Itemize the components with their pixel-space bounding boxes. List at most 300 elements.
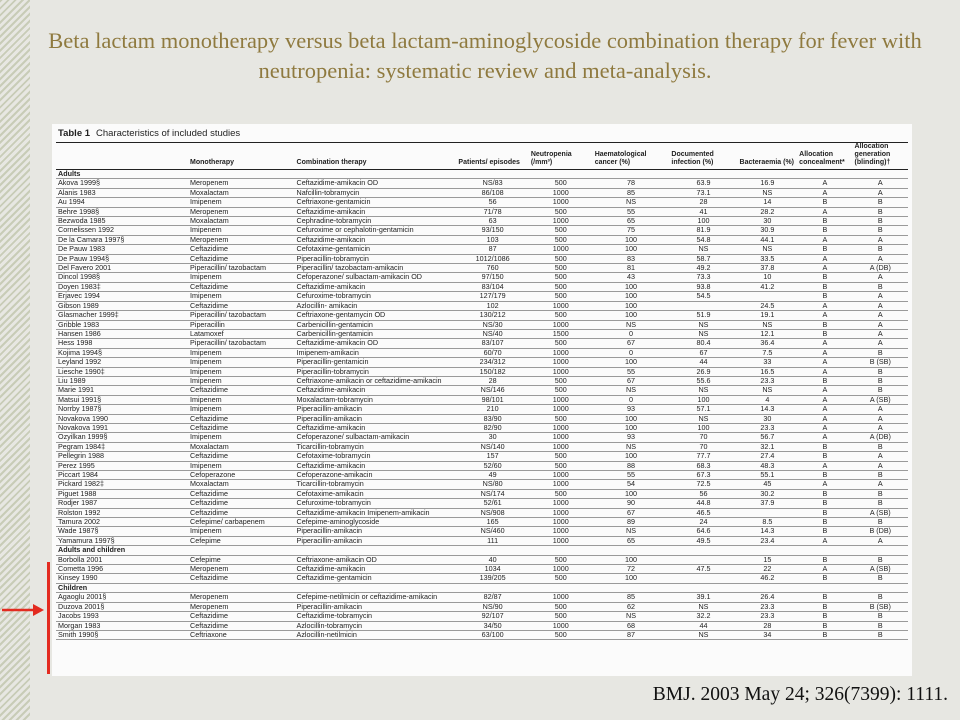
table-cell: 93/150 xyxy=(456,226,528,235)
table-cell: 81 xyxy=(593,264,670,273)
table-cell: De la Camara 1997§ xyxy=(56,235,188,244)
table-cell: Hess 1998 xyxy=(56,339,188,348)
table-cell: B xyxy=(797,612,852,621)
table-row xyxy=(56,630,908,639)
table-cell: 23.3 xyxy=(738,376,798,385)
table-cell: A xyxy=(797,264,852,273)
table-row xyxy=(56,348,908,357)
table-cell: Behre 1998§ xyxy=(56,207,188,216)
table-cell: A xyxy=(797,188,852,197)
table-cell: 1500 xyxy=(529,329,593,338)
table-row xyxy=(56,339,908,348)
table-cell: 500 xyxy=(529,376,593,385)
table-cell: 93 xyxy=(593,433,670,442)
table-cell: 93.8 xyxy=(669,282,737,291)
table-cell: A xyxy=(853,461,908,470)
table-cell: 49 xyxy=(456,471,528,480)
table-cell: Ceftazidime-amikacin Imipenem-amikacin xyxy=(295,508,457,517)
table-cell: 100 xyxy=(593,414,670,423)
table-cell: B xyxy=(853,282,908,291)
table-cell: 30 xyxy=(456,433,528,442)
table-row xyxy=(56,282,908,291)
table-cell: NS/908 xyxy=(456,508,528,517)
table-cell: 85 xyxy=(593,188,670,197)
table-cell: Cefotaxime-amikacin xyxy=(295,489,457,498)
table-cell: 500 xyxy=(529,630,593,639)
table-cell: B xyxy=(797,226,852,235)
studies-table xyxy=(56,142,908,640)
table-row xyxy=(56,471,908,480)
table-cell: 30.9 xyxy=(738,226,798,235)
table-cell: 52/61 xyxy=(456,499,528,508)
table-cell: 500 xyxy=(529,282,593,291)
table-cell: Carbenicillin-gentamicin xyxy=(295,329,457,338)
table-row xyxy=(56,508,908,517)
table-cell: B xyxy=(797,292,852,301)
table-cell: 41.2 xyxy=(738,282,798,291)
table-cell: 1000 xyxy=(529,188,593,197)
table-cell: 15 xyxy=(738,555,798,564)
table-cell: 44.8 xyxy=(669,499,737,508)
table-cell: Imipenem xyxy=(188,226,295,235)
table-cell: 14.3 xyxy=(738,527,798,536)
table-cell: 68.3 xyxy=(669,461,737,470)
table-cell: Novakova 1990 xyxy=(56,414,188,423)
table-cell: 48.3 xyxy=(738,461,798,470)
table-cell: 70 xyxy=(669,433,737,442)
table-cell: Cefotaxime-gentamicin xyxy=(295,245,457,254)
table-cell: 23.4 xyxy=(738,536,798,545)
table-cell: Pegram 1984‡ xyxy=(56,442,188,451)
table-cell: Latamoxef xyxy=(188,329,295,338)
table-cell: Liesche 1990‡ xyxy=(56,367,188,376)
table-cell: B xyxy=(797,273,852,282)
table-cell: 100 xyxy=(593,555,670,564)
table-cell: 67 xyxy=(593,508,670,517)
table-cell: 45 xyxy=(738,480,798,489)
table-cell: 55 xyxy=(593,207,670,216)
table-cell: Meropenem xyxy=(188,593,295,602)
table-cell: Moxalactam xyxy=(188,442,295,451)
table-cell: A xyxy=(853,423,908,432)
table-cell: 37.9 xyxy=(738,499,798,508)
table-cell: Imipenem-amikacin xyxy=(295,348,457,357)
slide-title: Beta lactam monotherapy versus beta lactam-aminoglycoside combination therapy for fever with neutropenia: systematic review and meta-analysis. xyxy=(48,28,922,83)
column-header: Neutropenia (/mm³) xyxy=(529,143,593,170)
table-cell: 100 xyxy=(593,292,670,301)
table-cell: 83/104 xyxy=(456,282,528,291)
table-cell: 1000 xyxy=(529,405,593,414)
highlight-bar xyxy=(47,562,50,674)
table-cell: 1000 xyxy=(529,348,593,357)
table-cell: 111 xyxy=(456,536,528,545)
table-cell: 26.9 xyxy=(669,367,737,376)
table-cell: Tamura 2002 xyxy=(56,518,188,527)
table-row xyxy=(56,226,908,235)
table-cell: 56.7 xyxy=(738,433,798,442)
table-cell: 33 xyxy=(738,358,798,367)
table-cell: NS xyxy=(593,612,670,621)
table-cell: Piperacillin-amikacin xyxy=(295,602,457,611)
table-cell: A xyxy=(853,301,908,310)
table-cell: Imipenem xyxy=(188,358,295,367)
table-row xyxy=(56,254,908,263)
table-cell: Cefoperazone/ sulbactam-amikacin OD xyxy=(295,273,457,282)
column-header: Monotherapy xyxy=(188,143,295,170)
table-cell: Moxalactam xyxy=(188,217,295,226)
table-cell: Hansen 1986 xyxy=(56,329,188,338)
table-cell: Moxalactam xyxy=(188,480,295,489)
table-cell: Ceftazidime xyxy=(188,245,295,254)
table-cell: 28 xyxy=(738,621,798,630)
table-cell: 32.1 xyxy=(738,442,798,451)
table-cell: 81.9 xyxy=(669,226,737,235)
table-cell: 55 xyxy=(593,471,670,480)
table-cell: B xyxy=(853,198,908,207)
table-cell: Piperacillin-tobramycin xyxy=(295,367,457,376)
table-cell: A xyxy=(797,405,852,414)
table-cell: NS/83 xyxy=(456,179,528,188)
table-cell: 34 xyxy=(738,630,798,639)
table-cell: A xyxy=(853,235,908,244)
table-cell: 67 xyxy=(593,376,670,385)
table-cell: Ozyilkan 1999§ xyxy=(56,433,188,442)
table-cell: 12.1 xyxy=(738,329,798,338)
table-cell: Cefepime-netilmicin or ceftazidime-amikacin xyxy=(295,593,457,602)
table-cell: 1000 xyxy=(529,471,593,480)
table-cell: Glasmacher 1999‡ xyxy=(56,311,188,320)
table-cell: Ceftazidime xyxy=(188,254,295,263)
table-cell: Marie 1991 xyxy=(56,386,188,395)
table-row xyxy=(56,264,908,273)
table-cell: 23.3 xyxy=(738,602,798,611)
table-cell: Ceftazidime-amikacin xyxy=(295,565,457,574)
table-cell: 32.2 xyxy=(669,612,737,621)
table-row xyxy=(56,593,908,602)
table-cell: Ceftazidime xyxy=(188,489,295,498)
table-row xyxy=(56,179,908,188)
table-row xyxy=(56,188,908,197)
table-cell: Agaoglu 2001§ xyxy=(56,593,188,602)
table-cell: Duzova 2001§ xyxy=(56,602,188,611)
table-cell: 63.9 xyxy=(669,179,737,188)
table-cell: Smith 1990§ xyxy=(56,630,188,639)
table-cell: 65 xyxy=(593,536,670,545)
table-cell: A xyxy=(797,433,852,442)
table-cell: Ceftazidime xyxy=(188,423,295,432)
table-cell: Ceftazidime xyxy=(188,386,295,395)
table-cell: 90 xyxy=(593,499,670,508)
table-cell: Piperacillin xyxy=(188,320,295,329)
table-cell: Gibson 1989 xyxy=(56,301,188,310)
table-cell: Ceftazidime xyxy=(188,499,295,508)
table-cell: NS xyxy=(593,386,670,395)
table-caption-text: Characteristics of included studies xyxy=(96,128,241,139)
table-cell: B xyxy=(797,320,852,329)
table-cell: 30.2 xyxy=(738,489,798,498)
table-cell: Cefoperazone-amikacin xyxy=(295,471,457,480)
table-cell: 83 xyxy=(593,254,670,263)
table-cell: 55.6 xyxy=(669,376,737,385)
table-cell: 500 xyxy=(529,179,593,188)
table-cell: 58.7 xyxy=(669,254,737,263)
table-cell: 500 xyxy=(529,273,593,282)
table-cell: 127/179 xyxy=(456,292,528,301)
table-cell: Ceftazidime xyxy=(188,621,295,630)
table-cell: Imipenem xyxy=(188,367,295,376)
table-row xyxy=(56,273,908,282)
table-cell: 500 xyxy=(529,555,593,564)
table-cell: 500 xyxy=(529,414,593,423)
table-cell: 8.5 xyxy=(738,518,798,527)
table-cell xyxy=(669,555,737,564)
table-row xyxy=(56,574,908,583)
table-cell: NS/90 xyxy=(456,602,528,611)
table-cell: A xyxy=(853,405,908,414)
table-cell: Moxalactam-tobramycin xyxy=(295,395,457,404)
table-cell: Akova 1999§ xyxy=(56,179,188,188)
table-cell: Perez 1995 xyxy=(56,461,188,470)
table-cell: Ceftazidime-amikacin xyxy=(295,423,457,432)
table-cell: Cefepime-aminoglycoside xyxy=(295,518,457,527)
table-cell: Piperacillin/ tazobactam xyxy=(188,339,295,348)
table-cell: 100 xyxy=(593,245,670,254)
table-cell: NS xyxy=(593,320,670,329)
table-cell: B xyxy=(853,593,908,602)
table-cell: A xyxy=(853,329,908,338)
table-cell: A xyxy=(853,339,908,348)
table-cell: 14 xyxy=(738,198,798,207)
table-cell: A xyxy=(797,254,852,263)
table-cell: Piccart 1984 xyxy=(56,471,188,480)
section-label: Adults and children xyxy=(56,546,908,555)
table-cell: Piperacillin-amikacin xyxy=(295,414,457,423)
table-cell: 23.3 xyxy=(738,423,798,432)
table-cell: B xyxy=(797,282,852,291)
table-cell: Matsui 1991§ xyxy=(56,395,188,404)
table-cell: NS/80 xyxy=(456,480,528,489)
table-cell: 100 xyxy=(593,452,670,461)
table-cell: 44 xyxy=(669,358,737,367)
table-cell: Wade 1987§ xyxy=(56,527,188,536)
table-cell: 234/312 xyxy=(456,358,528,367)
table-cell: 80.4 xyxy=(669,339,737,348)
table-cell: 55.1 xyxy=(738,471,798,480)
table-cell: Meropenem xyxy=(188,235,295,244)
table-cell: 28 xyxy=(669,198,737,207)
table-cell: 44 xyxy=(669,621,737,630)
table-cell: 72 xyxy=(593,565,670,574)
table-cell: 88 xyxy=(593,461,670,470)
table-cell: 760 xyxy=(456,264,528,273)
table-cell: Ceftazidime-amikacin OD xyxy=(295,179,457,188)
table-cell: NS xyxy=(669,386,737,395)
table-cell: 37.8 xyxy=(738,264,798,273)
table-cell: 67 xyxy=(593,339,670,348)
table-row xyxy=(56,518,908,527)
table-cell: Del Favero 2001 xyxy=(56,264,188,273)
table-cell xyxy=(669,574,737,583)
table-cell: Cefuroxime-tobramycin xyxy=(295,499,457,508)
table-cell: B xyxy=(797,217,852,226)
table-row xyxy=(56,292,908,301)
table-cell: A xyxy=(797,565,852,574)
table-cell: NS/40 xyxy=(456,329,528,338)
table-cell: 27.4 xyxy=(738,452,798,461)
table-cell: A xyxy=(797,179,852,188)
table-cell: Ceftazidime xyxy=(188,414,295,423)
table-cell: 67 xyxy=(669,348,737,357)
table-cell: 7.5 xyxy=(738,348,798,357)
table-row xyxy=(56,565,908,574)
table-cell: 52/60 xyxy=(456,461,528,470)
table-cell: B xyxy=(797,499,852,508)
table-cell: A xyxy=(797,358,852,367)
table-cell: 64.6 xyxy=(669,527,737,536)
table-cell: B xyxy=(853,217,908,226)
table-cell: 0 xyxy=(593,329,670,338)
table-row xyxy=(56,395,908,404)
table-cell: Meropenem xyxy=(188,602,295,611)
table-cell: Imipenem xyxy=(188,461,295,470)
table-cell: NS xyxy=(738,188,798,197)
column-header: Allocation generation (blinding)† xyxy=(853,143,908,170)
table-cell: 77.7 xyxy=(669,452,737,461)
table-cell: 68 xyxy=(593,621,670,630)
table-row xyxy=(56,433,908,442)
table-cell: Imipenem xyxy=(188,198,295,207)
column-header: Haematological cancer (%) xyxy=(593,143,670,170)
table-cell: 28 xyxy=(456,376,528,385)
table-cell: Azlocillin-netilmicin xyxy=(295,630,457,639)
table-cell: Ceftazidime-gentamicin xyxy=(295,574,457,583)
table-cell: 500 xyxy=(529,264,593,273)
table-cell: B xyxy=(797,621,852,630)
table-cell: A (SB) xyxy=(853,508,908,517)
table-cell: B xyxy=(853,376,908,385)
table-cell: B xyxy=(853,574,908,583)
table-cell: B xyxy=(797,329,852,338)
table-cell: Kinsey 1990 xyxy=(56,574,188,583)
table-cell: A xyxy=(797,386,852,395)
table-cell: Novakova 1991 xyxy=(56,423,188,432)
citation: BMJ. 2003 May 24; 326(7399): 1111. xyxy=(652,684,948,705)
table-cell: A xyxy=(853,273,908,282)
table-cell: 100 xyxy=(593,282,670,291)
table-cell: 500 xyxy=(529,602,593,611)
table-cell: Imipenem xyxy=(188,348,295,357)
table-cell: B (SB) xyxy=(853,358,908,367)
table-cell: 89 xyxy=(593,518,670,527)
table-cell: Rodjer 1987 xyxy=(56,499,188,508)
table-cell: Cefotaxime-tobramycin xyxy=(295,452,457,461)
table-cell: Ceftazidime-amikacin xyxy=(295,282,457,291)
table-cell: 78 xyxy=(593,179,670,188)
table-row xyxy=(56,442,908,451)
table-cell: Piperacillin-amikacin xyxy=(295,405,457,414)
table-cell: Cefepime xyxy=(188,555,295,564)
table-cell: Erjavec 1994 xyxy=(56,292,188,301)
table-cell: Leyland 1992 xyxy=(56,358,188,367)
table-row xyxy=(56,198,908,207)
table-cell: Ceftriaxone-amikacin OD xyxy=(295,555,457,564)
table-cell: Ceftazidime xyxy=(188,452,295,461)
table-cell: NS xyxy=(593,198,670,207)
table-cell: Alanis 1983 xyxy=(56,188,188,197)
table-cell: A xyxy=(853,254,908,263)
table-cell: NS/140 xyxy=(456,442,528,451)
table-row xyxy=(56,621,908,630)
table-cell: 83/107 xyxy=(456,339,528,348)
table-cell: Ceftriaxone-gentamicin xyxy=(295,198,457,207)
table-cell: 98/101 xyxy=(456,395,528,404)
table-cell: B xyxy=(797,602,852,611)
table-cell: NS xyxy=(593,527,670,536)
table-cell: B xyxy=(853,348,908,357)
table-cell: 1034 xyxy=(456,565,528,574)
table-cell: NS xyxy=(669,329,737,338)
table-cell: Imipenem xyxy=(188,433,295,442)
table-cell: 500 xyxy=(529,226,593,235)
table-cell: NS xyxy=(669,245,737,254)
table-row xyxy=(56,414,908,423)
table-cell: A xyxy=(797,395,852,404)
table-cell: B xyxy=(797,376,852,385)
table-cell: 65 xyxy=(593,217,670,226)
table-cell: 51.9 xyxy=(669,311,737,320)
table-cell: Imipenem xyxy=(188,405,295,414)
table-cell: 1000 xyxy=(529,593,593,602)
table-cell: 100 xyxy=(593,423,670,432)
table-cell: A xyxy=(797,339,852,348)
table-row xyxy=(56,602,908,611)
table-cell: 1000 xyxy=(529,508,593,517)
table-row xyxy=(56,452,908,461)
table-cell: Jacobs 1993 xyxy=(56,612,188,621)
table-cell: 1000 xyxy=(529,565,593,574)
table-cell: 36.4 xyxy=(738,339,798,348)
column-header: Combination therapy xyxy=(295,143,457,170)
table-cell: NS xyxy=(669,630,737,639)
table-cell: Piperacillin-amikacin xyxy=(295,536,457,545)
table-cell: A xyxy=(797,536,852,545)
table-cell: 4 xyxy=(738,395,798,404)
table-cell: Au 1994 xyxy=(56,198,188,207)
table-row xyxy=(56,423,908,432)
table-cell: 46.5 xyxy=(669,508,737,517)
table-cell: 500 xyxy=(529,311,593,320)
table-cell: A (DB) xyxy=(853,433,908,442)
section-row xyxy=(56,170,908,179)
table-cell: B xyxy=(853,226,908,235)
table-cell: 500 xyxy=(529,207,593,216)
table-cell: 67.3 xyxy=(669,471,737,480)
table-cell: 1000 xyxy=(529,217,593,226)
table-header-row xyxy=(56,143,908,170)
table-cell: 28.2 xyxy=(738,207,798,216)
table-cell: NS xyxy=(738,386,798,395)
table-cell: 1000 xyxy=(529,621,593,630)
table-cell: B xyxy=(797,518,852,527)
table-cell: Cefepime xyxy=(188,536,295,545)
table-cell: 100 xyxy=(593,301,670,310)
table-cell: 500 xyxy=(529,235,593,244)
table-cell: Ceftazidime xyxy=(188,574,295,583)
table-cell: B xyxy=(853,621,908,630)
section-row xyxy=(56,583,908,592)
table-cell: Kojima 1994§ xyxy=(56,348,188,357)
table-cell: 70 xyxy=(669,442,737,451)
